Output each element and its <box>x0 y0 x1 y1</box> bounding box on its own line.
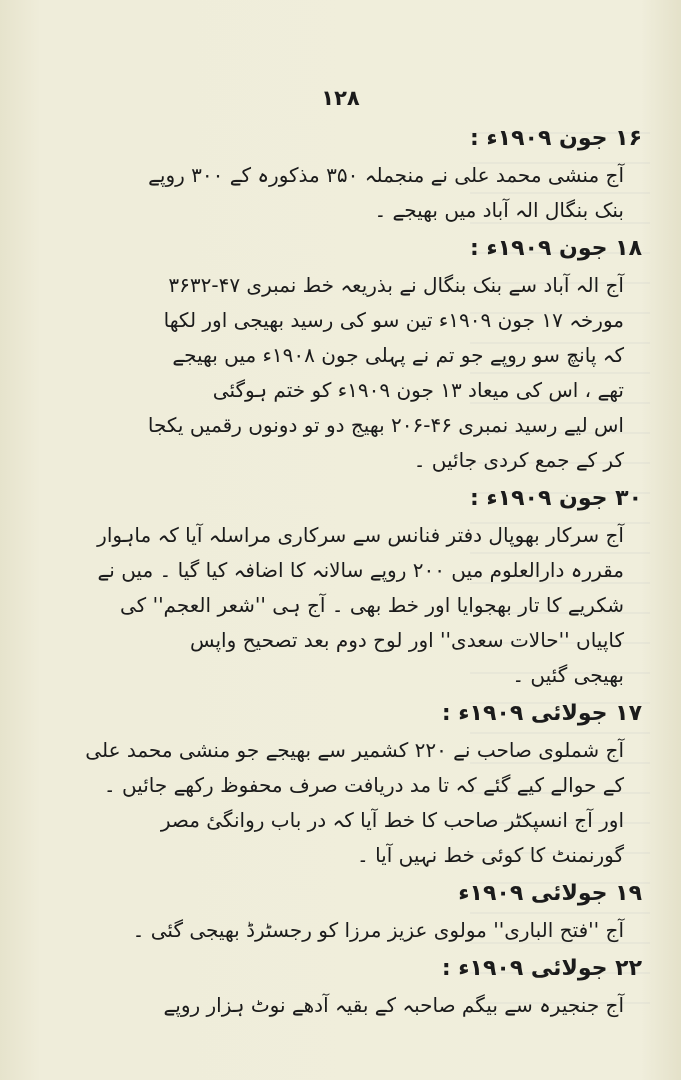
entry-line: کے حوالے کیے گئے کہ تا مد دریافت صرف محفوظ رکھے جائیں ۔ <box>103 773 624 797</box>
entry-line: آج ''فتح الباری'' مولوی عزیز مرزا کو رجسٹرڈ بھیجی گئی ۔ <box>132 918 624 942</box>
entry-line: آج منشی محمد علی نے منجملہ ۳۵۰ مذکورہ کے ۳۰۰ روپے <box>148 163 624 187</box>
entry-line: تھے ، اس کی میعاد ۱۳ جون ۱۹۰۹ء کو ختم ہوگئی <box>212 378 624 402</box>
entry-line: اس لیے رسید نمبری ۴۶-۲۰۶ بھیج دو تو دونوں رقمیں یکجا <box>147 413 624 437</box>
diary-entry <box>30 124 642 228</box>
entry-line: گورنمنٹ کا کوئی خط نہیں آیا ۔ <box>357 843 624 867</box>
entry-date: ۱۸ جون ۱۹۰۹ء : <box>469 236 642 261</box>
diary-entry <box>30 954 642 1023</box>
entry-date: ۲۲ جولائی ۱۹۰۹ء : <box>441 956 642 981</box>
entry-date: ۱۶ جون ۱۹۰۹ء : <box>469 126 642 151</box>
entry-date: ۱۹ جولائی ۱۹۰۹ء <box>458 881 642 906</box>
entry-line: کر کے جمع کردی جائیں ۔ <box>413 448 624 472</box>
diary-entry <box>30 234 642 478</box>
diary-content <box>30 118 642 1023</box>
entry-line: آج سرکار بھوپال دفتر فنانس سے سرکاری مراسلہ آیا کہ ماہوار <box>97 523 624 547</box>
entry-line: آج الہ آباد سے بنک بنگال نے بذریعہ خط نمبری ۴۷-۳۶۳۲ <box>168 273 624 297</box>
diary-entry <box>30 699 642 873</box>
entry-line: بنک بنگال الہ آباد میں بھیجے ۔ <box>374 198 624 222</box>
entry-line: کہ پانچ سو روپے جو تم نے پہلی جون ۱۹۰۸ء میں بھیجے <box>172 343 624 367</box>
entry-date: ۱۷ جولائی ۱۹۰۹ء : <box>441 701 642 726</box>
entry-line: شکریے کا تار بھجوایا اور خط بھی ۔ آج ہی ''شعر العجم'' کی <box>120 593 624 617</box>
entry-date: ۳۰ جون ۱۹۰۹ء : <box>469 486 642 511</box>
entry-line: بھیجی گئیں ۔ <box>512 663 624 687</box>
entry-line: اور آج انسپکٹر صاحب کا خط آیا کہ در باب روانگیٔ مصر <box>160 808 624 832</box>
entry-line: آج جنجیرہ سے بیگم صاحبہ کے بقیہ آدھے نوٹ ہزار روپے <box>163 993 624 1017</box>
diary-entry <box>30 484 642 693</box>
diary-entry <box>30 879 642 948</box>
page-number: ۱۲۸ <box>321 86 360 110</box>
entry-line: کاپیاں ''حالات سعدی'' اور لوح دوم بعد تصحیح واپس <box>189 628 624 652</box>
entry-line: مورخہ ۱۷ جون ۱۹۰۹ء تین سو کی رسید بھیجی اور لکھا <box>163 308 624 332</box>
entry-line: مقررہ دارالعلوم میں ۲۰۰ روپے سالانہ کا اضافہ کیا گیا ۔ میں نے <box>97 558 624 582</box>
entry-line: آج شملوی صاحب نے ۲۲۰ کشمیر سے بھیجے جو منشی محمد علی <box>85 738 624 762</box>
